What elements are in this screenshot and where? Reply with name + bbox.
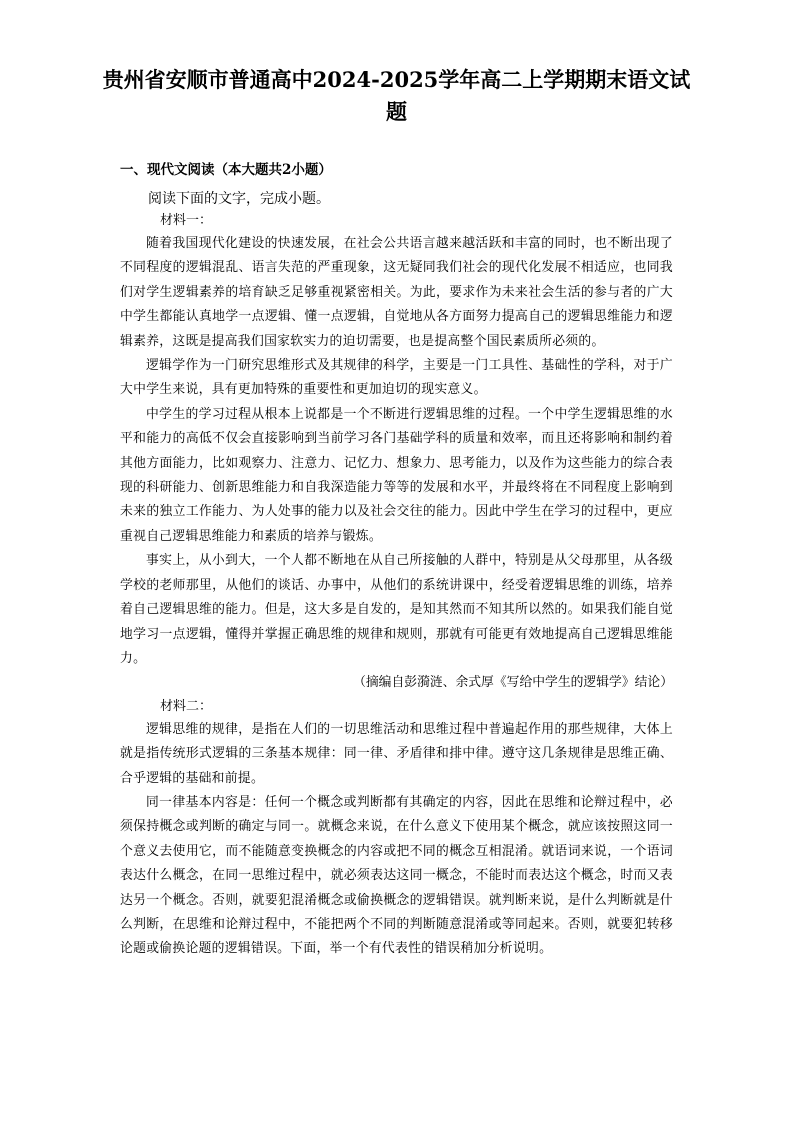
material-two-label: 材料二： bbox=[160, 698, 213, 714]
material-one-label: 材料一： bbox=[160, 213, 213, 228]
material-two-paragraph: 同一律基本内容是：任何一个概念或判断都有其确定的内容，因此在思维和论辩过程中，必须保持概念或判断的确定与同一。就概念来说，在什么意义下使用某个概念，就应该按照这同一个意义去使用它，而不能随意变换概念的内容或把不同的概念互相混淆。就语词来说，一个语词表达什么概念，在同一思维过程中，就必须表达这同一概念，不能时而表达这个概念，时而又表达另一个概念。否则，就要犯混淆概念或偷换概念的逻辑错误。就判断来说，是什么判断就是什么判断，在思维和论辩过程中，不能把两个不同的判断随意混淆或等同起来。否则，就要犯转移论题或偷换论题的逻辑错误。下面，举一个有代表性的错误稍加分析说明。 bbox=[120, 794, 673, 957]
material-one-paragraph: 逻辑学作为一门研究思维形式及其规律的科学，主要是一门工具性、基础性的学科，对于广大中学生来说，具有更加特殊的重要性和更加迫切的现实意义。 bbox=[120, 358, 673, 398]
instruction-text: 阅读下面的文字，完成小题。 bbox=[148, 191, 330, 207]
material-one-citation: （摘编自彭漪涟、余式厚《写给中学生的逻辑学》结论） bbox=[353, 675, 673, 691]
material-one-paragraph: 事实上，从小到大，一个人都不断地在从自己所接触的人群中，特别是从父母那里，从各级学校的老师那里，从他们的谈话、办事中，从他们的系统讲课中，经受着逻辑思维的训练，培养着自己逻辑思维的能力。但是，这大多是自发的，是知其然而不知其所以然的。如果我们能自觉地学习一点逻辑，懂得并掌握正确思维的规律和规则，那就有可能更有效地提高自己逻辑思维能力。 bbox=[120, 553, 673, 666]
material-one-paragraph: 中学生的学习过程从根本上说都是一个不断进行逻辑思维的过程。一个中学生逻辑思维的水平和能力的高低不仅会直接影响到当前学习各门基础学科的质量和效率，而且还将影响和制约着其他方面能力，比如观察力、注意力、记忆力、想象力、思考能力，以及作为这些能力的综合表现的科研能力、创新思维能力和自我深造能力等等的发展和水平，并最终将在不同程度上影响到未来的独立工作能力、为人处事的能力以及社会交往的能力。因此中学生在学习的过程中，更应重视自己逻辑思维能力和素质的培养与锻炼。 bbox=[120, 406, 673, 544]
page-title: 贵州省安顺市普通高中2024-2025学年高二上学期期末语文试题 bbox=[102, 67, 691, 124]
material-one-paragraph: 随着我国现代化建设的快速发展，在社会公共语言越来越活跃和丰富的同时，也不断出现了不同程度的逻辑混乱、语言失范的严重现象，这无疑同我们社会的现代化发展不相适应，也同我们对学生逻辑素养的培育缺乏足够重视紧密相关。为此，要求作为未来社会生活的参与者的广大中学生都能认真地学一点逻辑、懂一点逻辑，自觉地从各方面努力提高自己的逻辑思维能力和逻辑素养，这既是提高我们国家软实力的迫切需要，也是提高整个国民素质所必须的。 bbox=[120, 236, 673, 349]
reading-content bbox=[120, 188, 673, 962]
material-two-paragraph: 逻辑思维的规律，是指在人们的一切思维活动和思维过程中普遍起作用的那些规律，大体上就是指传统形式逻辑的三条基本规律：同一律、矛盾律和排中律。遵守这几条规律是思维正确、合乎逻辑的基础和前提。 bbox=[120, 721, 673, 786]
section-heading: 一、现代文阅读（本大题共2小题） bbox=[120, 162, 332, 178]
